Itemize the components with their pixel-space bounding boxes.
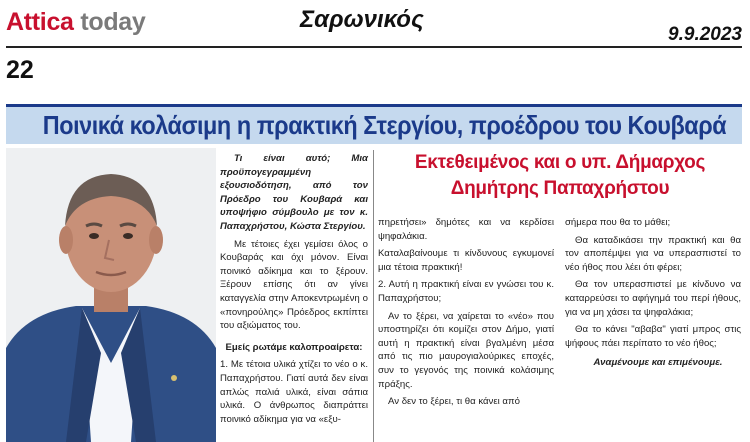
column-divider	[373, 150, 374, 442]
brand-logo	[6, 8, 146, 37]
portrait-photo	[6, 148, 216, 442]
article-subhead: Εμείς ρωτάμε καλοπροαίρετα:	[225, 341, 363, 353]
article-subheadline	[378, 150, 742, 202]
article-paragraph: Θα καταδικάσει την πρακτική και θα τον αποπέμψει για να υπερασπιστεί το νέο ήθος που λέει ότι φέρει;	[565, 234, 741, 273]
article-paragraph: Αν το ξέρει, να χαίρεται το «νέο» που υποστηρίζει ότι κομίζει στον Δήμο, γιατί αυτή η πρακτική είναι βγαλμένη μέσα από τις πιο μαυρογιαλούρικες εποχές, συν το γεγονός της ποινικά κολάσιμης πράξης.	[378, 310, 554, 390]
article-paragraph: πηρετήσει» δημότες και να κερδίσει ψηφαλάκια.	[378, 217, 554, 242]
article-paragraph: 2. Αυτή η πρακτική είναι εν γνώσει του κ. Παπαχρήστου;	[378, 279, 554, 304]
article-paragraph: Με τέτοιες έχει γεμίσει όλος ο Κουβαράς και όχι μόνον. Είναι ποινικό αδίκημα και το ξέρουν. Ξέρουν επίσης ότι αν γίνει καταγγελία στην Αποκεντρωμένη ο «πονηρούλης» Πρόεδρος εκπίπτει του αξιώματος του.	[220, 238, 368, 332]
article-paragraph: Αν δεν το ξέρει, τι θα κάνει από	[388, 396, 520, 408]
subheadline-line-2: Δημήτρης Παπαχρήστου	[450, 178, 670, 199]
article-column-3	[565, 216, 741, 374]
subheadline-line-1: Εκτεθειμένος και ο υπ. Δήμαρχος	[414, 152, 706, 173]
header-divider	[6, 46, 742, 48]
brand-name-part1: Attica	[6, 8, 74, 36]
headline-bar	[6, 104, 742, 144]
issue-date: 9.9.2023	[668, 24, 742, 45]
section-name: Σαρωνικός	[300, 6, 424, 33]
article-closing: Αναμένουμε και επιμένουμε.	[593, 357, 723, 369]
article-paragraph: 1. Με τέτοια υλικά χτίζει το νέο ο κ. Παπαχρήστου. Γιατί αυτά δεν είναι απλώς παλιά υλικά, είναι σάπια υλικά. Ο άνθρωπος διαπράττει ποινικό αδίκημα για να «εξυ-	[220, 359, 368, 425]
article-column-2	[378, 216, 554, 413]
article-column-1	[220, 152, 368, 430]
article-paragraph: Θα το κάνει "αβαβα" γιατί μπρος στις ψήφους πάει περίπατο το νέο ήθος;	[565, 324, 741, 349]
portrait-illustration	[6, 148, 216, 442]
article-headline: Ποινικά κολάσιμη η πρακτική Στεργίου, προέδρου του Κουβαρά	[42, 110, 727, 140]
article-paragraph: Θα τον υπερασπιστεί με κίνδυνο να καταρρεύσει το αφήγημά του περί ήθους, για να μη χάσει τα ψηφαλάκια;	[565, 279, 741, 318]
article-intro: Τι είναι αυτό; Μια προϋπογεγραμμένη εξουσιοδότηση, από τον Πρόεδρο του Κουβαρά και υποψήφιο σύμβουλο με τον κ. Παπαχρήστου, Κώστα Στεργίου.	[220, 153, 368, 232]
brand-name-part2: today	[80, 8, 146, 36]
article-paragraph: σήμερα που θα το μάθει;	[565, 217, 671, 228]
article-paragraph: Καταλαβαίνουμε τι κίνδυνους εγκυμονεί μια τέτοια πρακτική!	[378, 248, 554, 273]
page-number: 22	[6, 56, 34, 84]
